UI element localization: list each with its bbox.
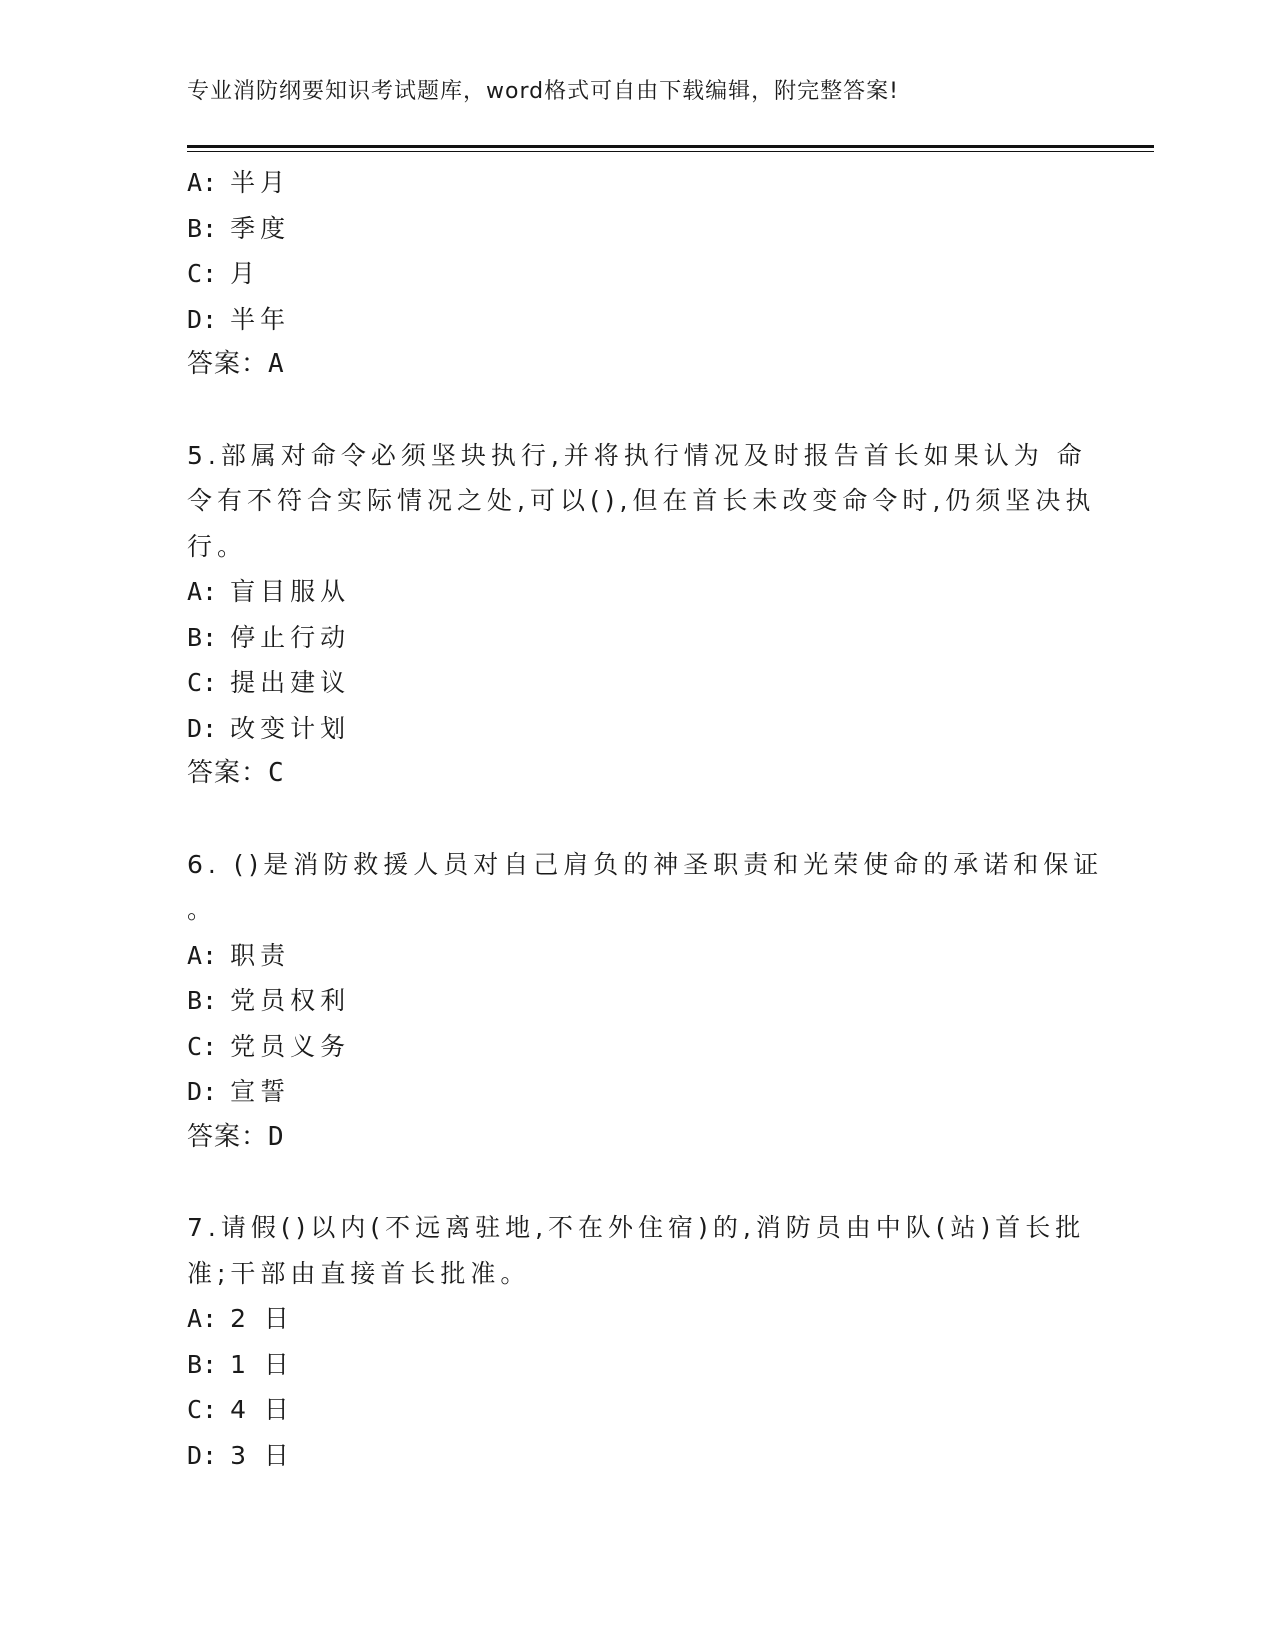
answer-line: 答案：C [187,758,285,788]
question-stem-line: 7.请假()以内(不远离驻地,不在外住宿)的,消防员由中队(站)首长批 [187,1213,1086,1242]
option-d: D: 半年 [187,304,291,334]
question-block-5 [187,433,1096,797]
option-a: A: 2 日 [187,1304,294,1333]
option-d: D: 3 日 [187,1440,294,1470]
option-b: B: 党员权利 [187,986,351,1015]
answer-line: 答案：A [187,349,285,379]
question-stem-line: 准;干部由直接首长批准。 [187,1258,531,1288]
answer-line: 答案：D [187,1121,285,1152]
question-stem-line: 。 [187,895,218,924]
option-c: C: 月 [187,259,261,288]
option-d: D: 改变计划 [187,713,351,743]
option-c: C: 提出建议 [187,668,351,697]
option-b: B: 季度 [187,213,291,243]
question-stem-line: 令有不符合实际情况之处,可以(),但在首长未改变命令时,仍须坚决执 [187,486,1096,515]
question-stem-line: 5.部属对命令必须坚块执行,并将执行情况及时报告首长如果认为 命 [187,440,1087,470]
question-block-prev [187,160,1067,388]
option-c: C: 4 日 [187,1395,294,1424]
option-d: D: 宣誓 [187,1077,291,1106]
option-c: C: 党员义务 [187,1031,351,1061]
question-list [187,160,1104,1478]
question-block-6 [187,842,1104,1161]
question-stem-line: 6. ()是消防救援人员对自己肩负的神圣职责和光荣使命的承诺和保证 [187,849,1104,879]
option-b: B: 1 日 [187,1349,294,1379]
question-block-7 [187,1205,1086,1478]
option-a: A: 半月 [187,168,291,197]
option-a: A: 职责 [187,940,291,970]
question-stem-line: 行。 [187,531,248,561]
option-a: A: 盲目服从 [187,577,351,606]
document-header: 专业消防纲要知识考试题库，word格式可自由下载编辑，附完整答案! [187,79,899,104]
header-rule-thin [187,151,1154,152]
header-rule-thick [187,145,1154,148]
option-b: B: 停止行动 [187,622,351,652]
